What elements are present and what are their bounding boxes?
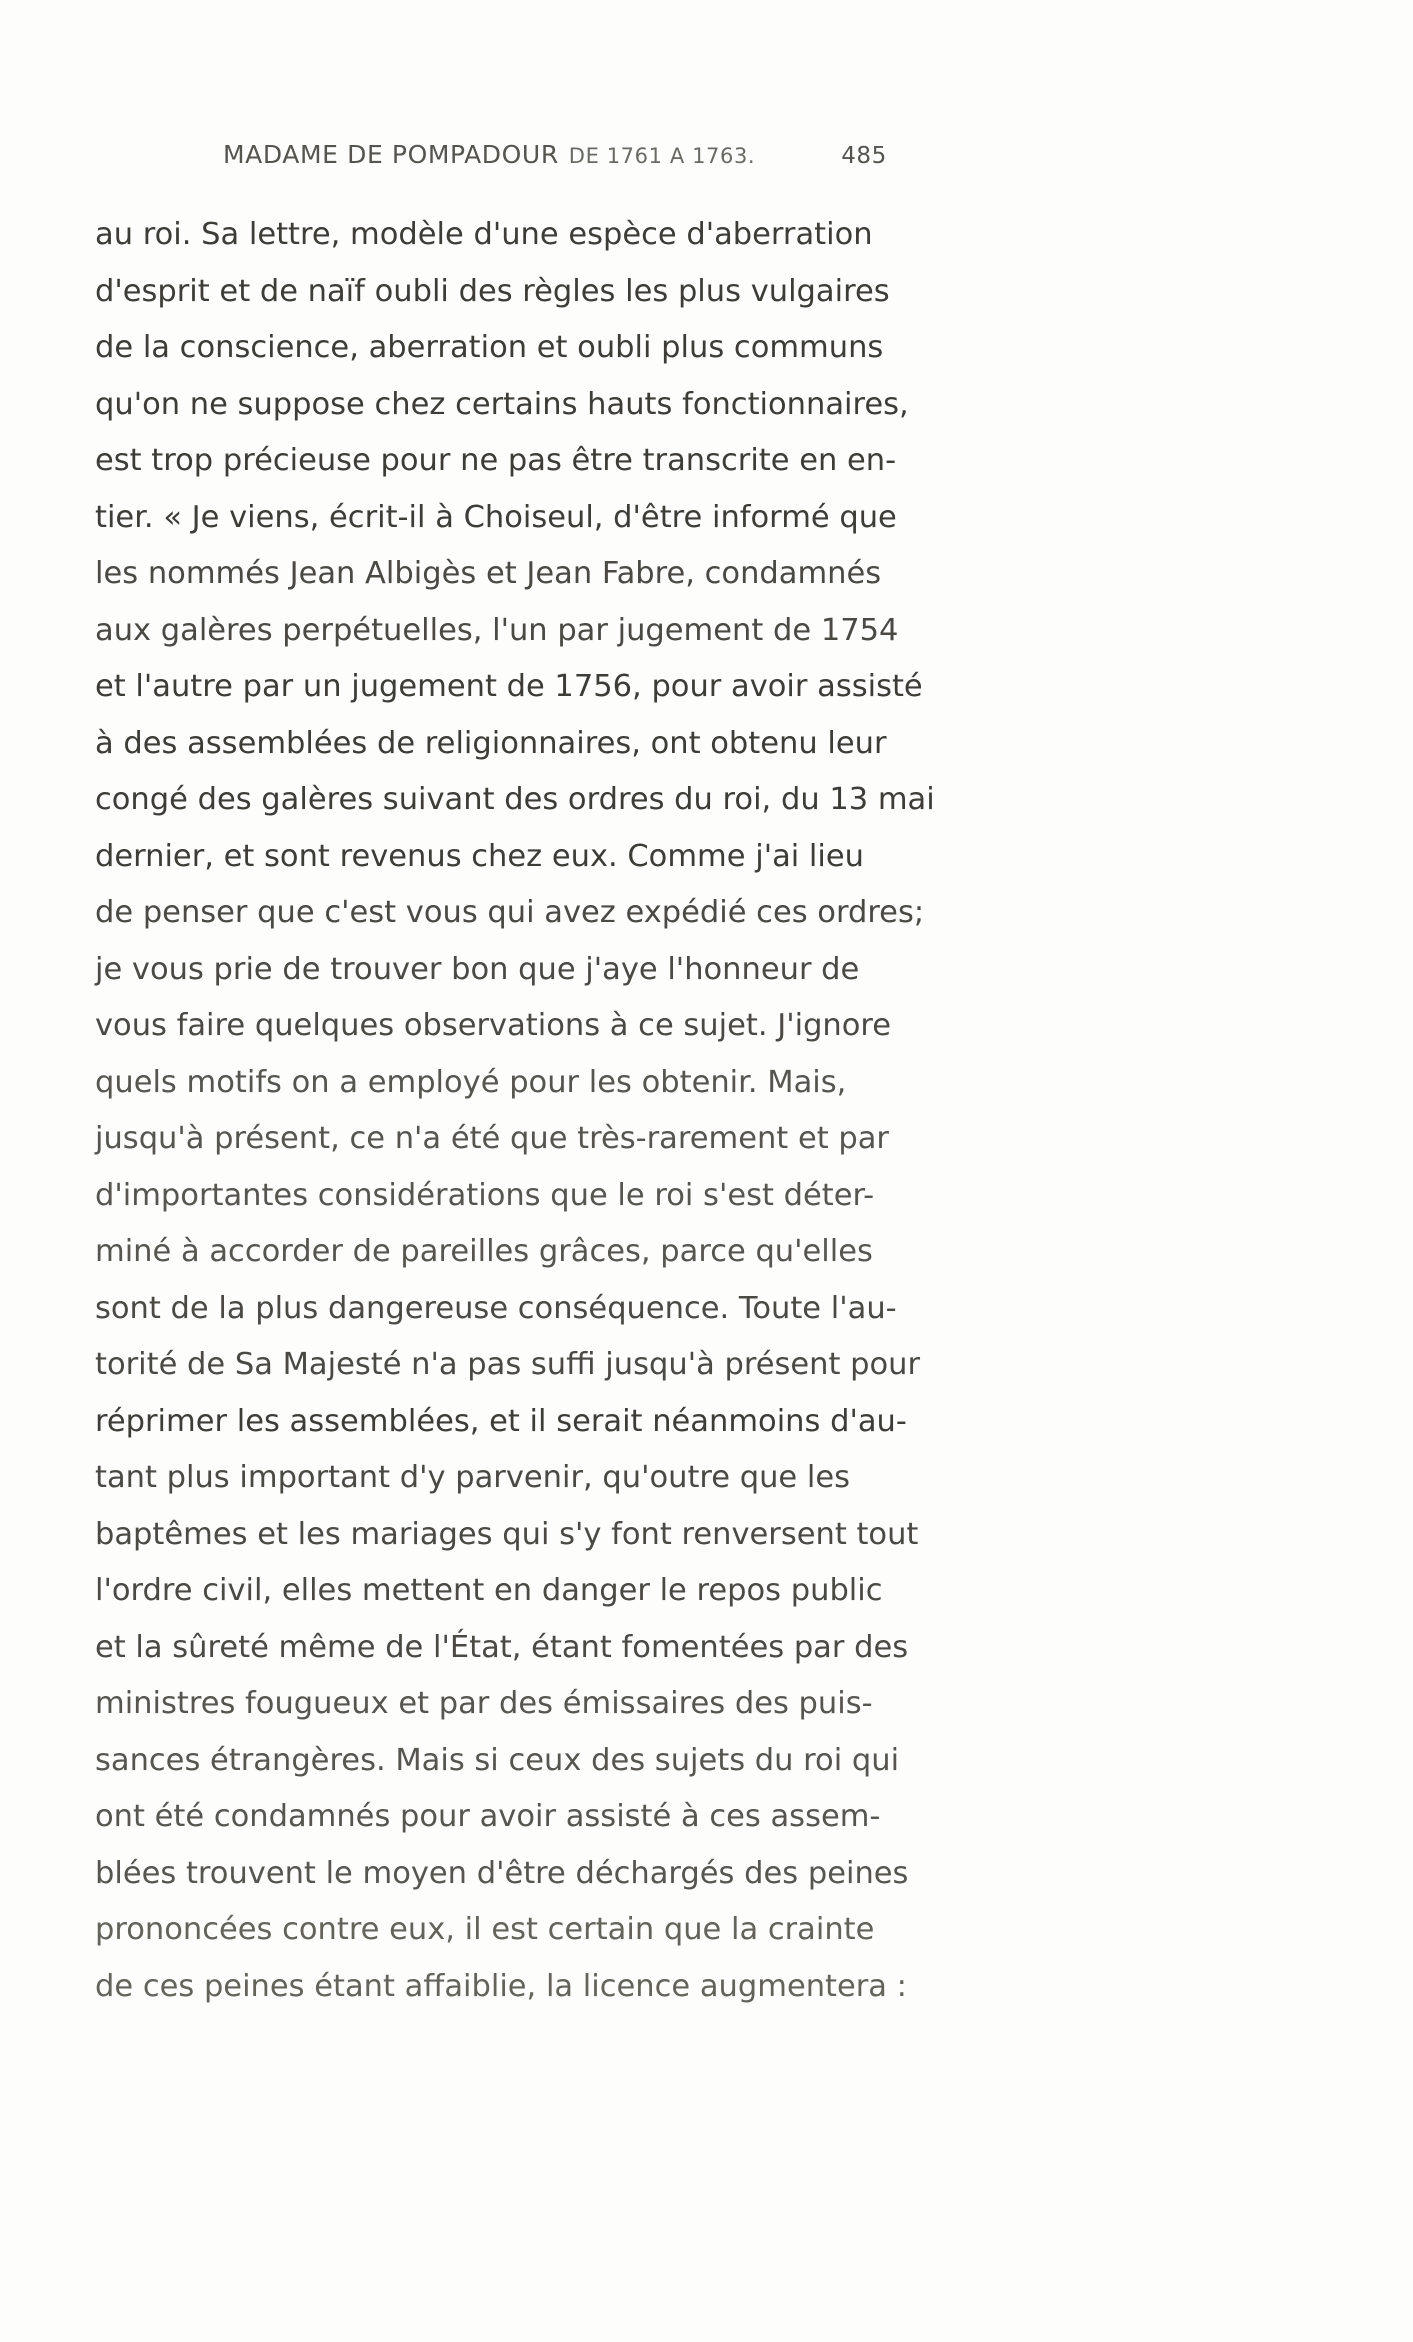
text-line: et l'autre par un jugement de 1756, pour avoir assisté bbox=[95, 669, 923, 704]
running-head bbox=[223, 140, 1115, 169]
text-line: et la sûreté même de l'État, étant fomentées par des bbox=[95, 1629, 909, 1665]
text-line: sont de la plus dangereuse conséquence. Toute l'au- bbox=[95, 1290, 897, 1326]
text-line: l'ordre civil, elles mettent en danger le repos public bbox=[95, 1573, 883, 1608]
running-head-title: MADAME DE POMPADOUR bbox=[223, 140, 559, 169]
text-line: ministres fougueux et par des émissaires des puis- bbox=[95, 1686, 873, 1721]
text-line: congé des galères suivant des ordres du roi, du 13 mai bbox=[95, 782, 935, 817]
text-line: au roi. Sa lettre, modèle d'une espèce d'aberration bbox=[95, 217, 873, 252]
text-line: réprimer les assemblées, et il serait néanmoins d'au- bbox=[95, 1403, 907, 1439]
text-line: prononcées contre eux, il est certain que la crainte bbox=[95, 1912, 875, 1947]
running-head-dates: DE 1761 A 1763. bbox=[568, 144, 756, 168]
text-line: est trop précieuse pour ne pas être transcrite en en- bbox=[95, 443, 897, 478]
text-line: qu'on ne suppose chez certains hauts fonctionnaires, bbox=[95, 386, 909, 422]
text-line: d'esprit et de naïf oubli des règles les plus vulgaires bbox=[95, 273, 890, 309]
text-line: jusqu'à présent, ce n'a été que très-rarement et par bbox=[95, 1121, 889, 1156]
text-line: dernier, et sont revenus chez eux. Comme j'ai lieu bbox=[95, 838, 864, 874]
text-line: sances étrangères. Mais si ceux des sujets du roi qui bbox=[95, 1742, 900, 1778]
text-line: miné à accorder de pareilles grâces, parce qu'elles bbox=[95, 1234, 873, 1269]
text-line: d'importantes considérations que le roi s'est déter- bbox=[95, 1177, 875, 1213]
text-line: je vous prie de trouver bon que j'aye l'honneur de bbox=[95, 951, 860, 987]
text-line: à des assemblées de religionnaires, ont obtenu leur bbox=[95, 725, 887, 761]
text-line: vous faire quelques observations à ce sujet. J'ignore bbox=[95, 1008, 892, 1043]
text-line: ont été condamnés pour avoir assisté à ces assem- bbox=[95, 1799, 881, 1834]
page-number: 485 bbox=[841, 143, 887, 169]
text-line: blées trouvent le moyen d'être déchargés des peines bbox=[95, 1855, 909, 1891]
body-text bbox=[95, 207, 1115, 2015]
text-line: les nommés Jean Albigès et Jean Fabre, condamnés bbox=[95, 556, 882, 591]
text-line: de penser que c'est vous qui avez expédié ces ordres; bbox=[95, 895, 925, 930]
text-line: aux galères perpétuelles, l'un par jugement de 1754 bbox=[95, 612, 899, 648]
text-line: de la conscience, aberration et oubli plus communs bbox=[95, 330, 884, 365]
text-line: tier. « Je viens, écrit-il à Choiseul, d'être informé que bbox=[95, 499, 897, 535]
text-line: torité de Sa Majesté n'a pas suffi jusqu'à présent pour bbox=[95, 1347, 920, 1382]
text-line: de ces peines étant affaiblie, la licence augmentera : bbox=[95, 1968, 907, 2004]
paragraph bbox=[95, 207, 1115, 2015]
text-line: baptêmes et les mariages qui s'y font renversent tout bbox=[95, 1516, 919, 1552]
text-line: quels motifs on a employé pour les obtenir. Mais, bbox=[95, 1064, 847, 1100]
page-content bbox=[95, 140, 1115, 2015]
text-line: tant plus important d'y parvenir, qu'outre que les bbox=[95, 1460, 851, 1495]
